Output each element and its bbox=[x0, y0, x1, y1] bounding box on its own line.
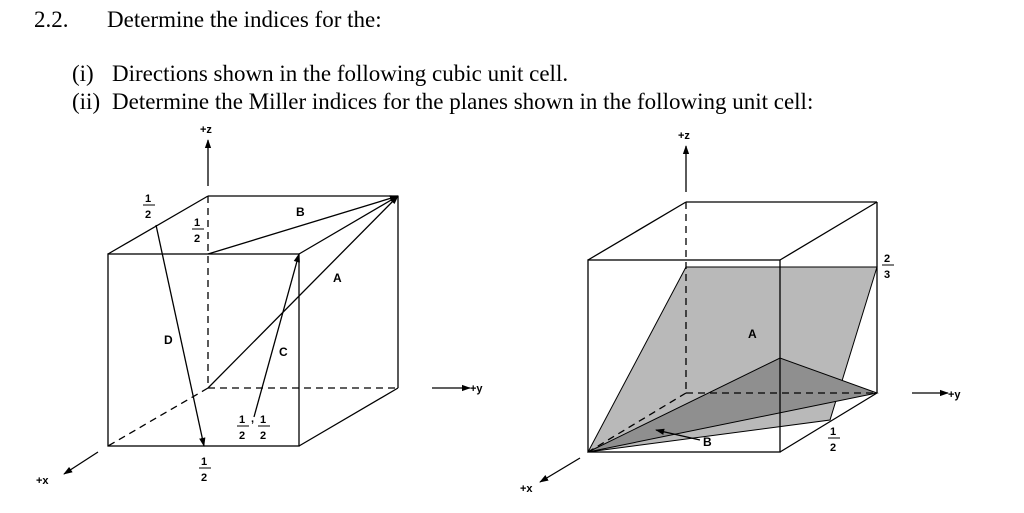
fraction-numerator: 1 bbox=[194, 217, 201, 229]
right-y-axis-label: +y bbox=[948, 389, 961, 401]
fraction-denominator: 2 bbox=[194, 233, 201, 245]
left-fraction-top-edge bbox=[143, 193, 155, 221]
sub-question-ii-marker: (ii) bbox=[72, 89, 101, 114]
plane-a-label: A bbox=[748, 327, 757, 341]
plane-b-label: B bbox=[703, 435, 712, 449]
direction-b-label: B bbox=[296, 205, 305, 219]
right-z-axis-label: +z bbox=[678, 130, 690, 142]
fraction-numerator: 1 bbox=[239, 414, 246, 426]
question-title: Determine the indices for the: bbox=[107, 7, 382, 32]
left-unit-cell-figure bbox=[64, 140, 470, 474]
fraction-numerator: 1 bbox=[201, 456, 208, 468]
left-x-axis bbox=[64, 452, 98, 474]
left-fraction-bottom-pair bbox=[237, 413, 270, 442]
direction-d-label: D bbox=[164, 333, 173, 347]
right-x-axis bbox=[540, 458, 580, 482]
fraction-denominator: 2 bbox=[239, 430, 246, 442]
fraction-denominator: 2 bbox=[830, 442, 837, 454]
left-figure-labels bbox=[36, 124, 483, 487]
plane-a-shape bbox=[588, 267, 877, 452]
fraction-denominator: 2 bbox=[145, 209, 152, 221]
question-number: 2.2. bbox=[34, 7, 69, 32]
right-fraction-two-thirds bbox=[882, 253, 894, 281]
fraction-comma: , bbox=[251, 413, 255, 425]
left-z-axis-label: +z bbox=[200, 124, 212, 136]
fraction-numerator: 1 bbox=[830, 426, 837, 438]
fraction-numerator: 2 bbox=[884, 253, 891, 265]
direction-c-label: C bbox=[279, 345, 288, 359]
left-hidden-edges bbox=[108, 196, 398, 446]
left-fraction-bottom-edge bbox=[199, 456, 211, 484]
right-unit-cell-figure bbox=[520, 130, 961, 495]
direction-a-label: A bbox=[333, 271, 342, 285]
left-y-axis-label: +y bbox=[470, 383, 483, 395]
fraction-denominator: 2 bbox=[260, 430, 267, 442]
fraction-numerator: 1 bbox=[260, 414, 267, 426]
right-x-axis-label: +x bbox=[520, 483, 533, 495]
sub-question-ii-text: Determine the Miller indices for the planes shown in the following unit cell: bbox=[112, 89, 814, 114]
fraction-numerator: 1 bbox=[145, 193, 152, 205]
sub-question-i-marker: (i) bbox=[72, 61, 94, 86]
fraction-denominator: 3 bbox=[884, 269, 891, 281]
right-fraction-half bbox=[828, 426, 840, 454]
left-fraction-back-edge bbox=[192, 217, 204, 245]
left-x-axis-label: +x bbox=[36, 475, 49, 487]
fraction-denominator: 2 bbox=[201, 472, 208, 484]
sub-question-i-text: Directions shown in the following cubic unit cell. bbox=[112, 61, 569, 86]
left-cube-edges bbox=[108, 196, 398, 446]
